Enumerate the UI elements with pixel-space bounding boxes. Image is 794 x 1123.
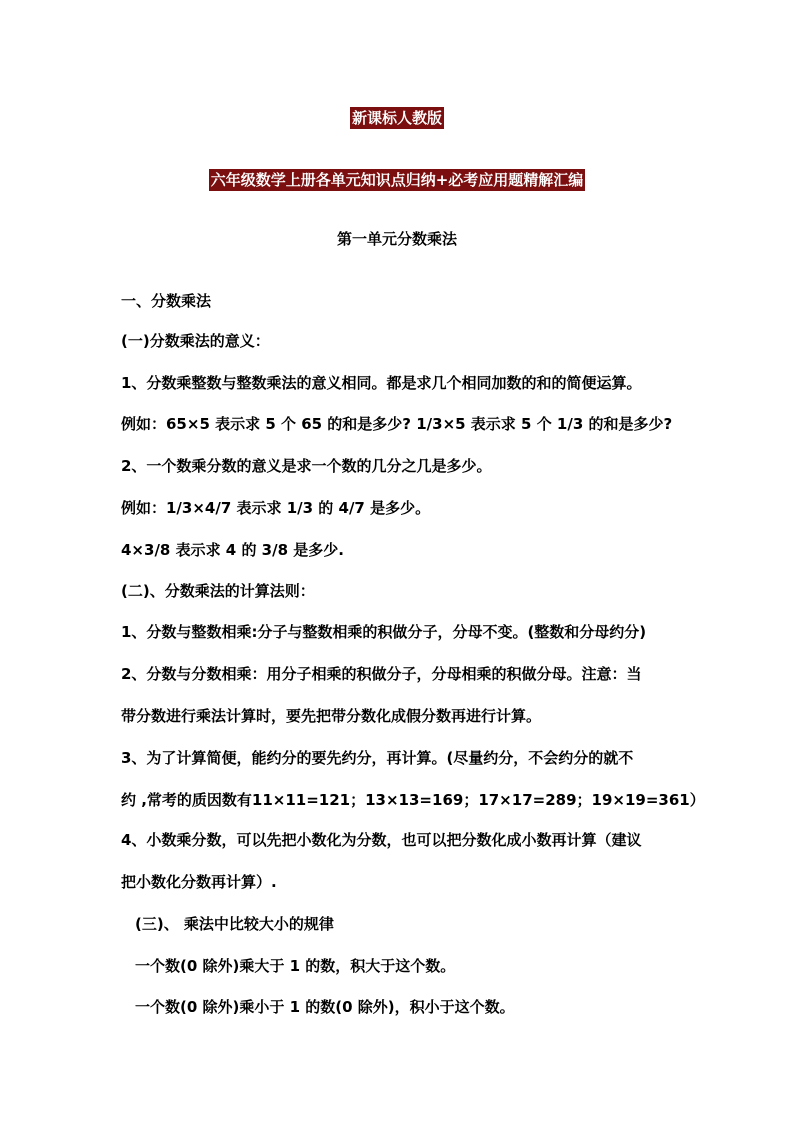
paragraph-line: 1、分数乘整数与整数乘法的意义相同。都是求几个相同加数的和的简便运算。 — [121, 374, 642, 392]
paragraph-line: 1、分数与整数相乘:分子与整数相乘的积做分子，分母不变。(整数和分母约分) — [121, 623, 647, 641]
paragraph-line: 3、为了计算简便，能约分的要先约分，再计算。(尽量约分，不会约分的就不 — [121, 749, 634, 767]
edition-banner — [0, 107, 794, 129]
subsection-heading: (一)分数乘法的意义： — [121, 332, 270, 350]
paragraph-line: 2、一个数乘分数的意义是求一个数的几分之几是多少。 — [121, 457, 492, 475]
edition-banner-text: 新课标人教版 — [351, 109, 442, 127]
paragraph-line: 把小数化分数再计算）. — [121, 873, 277, 891]
paragraph-line: 2、分数与分数相乘：用分子相乘的积做分子，分母相乘的积做分母。注意：当 — [121, 665, 642, 683]
paragraph-line: 4、小数乘分数，可以先把小数化为分数，也可以把分数化成小数再计算（建议 — [121, 831, 642, 849]
paragraph-line: 带分数进行乘法计算时，要先把带分数化成假分数再进行计算。 — [121, 707, 542, 725]
paragraph-line: 例如：1/3×4/7 表示求 1/3 的 4/7 是多少。 — [121, 499, 431, 517]
subtitle-banner — [0, 169, 794, 191]
section-heading: 一、分数乘法 — [121, 292, 212, 310]
subsection-heading: (二)、分数乘法的计算法则： — [121, 582, 315, 600]
paragraph-line: 一个数(0 除外)乘大于 1 的数，积大于这个数。 — [135, 957, 456, 975]
paragraph-line: 约 ,常考的质因数有11×11=121；13×13=169；17×17=289；19×19=361） — [121, 791, 705, 809]
subsection-heading: (三)、 乘法中比较大小的规律 — [135, 915, 334, 933]
paragraph-line: 例如：65×5 表示求 5 个 65 的和是多少? 1/3×5 表示求 5 个 1/3 的和是多少? — [121, 415, 673, 433]
subtitle-banner-text: 六年级数学上册各单元知识点归纳+必考应用题精解汇编 — [210, 171, 584, 189]
paragraph-line: 4×3/8 表示求 4 的 3/8 是多少. — [121, 541, 344, 559]
paragraph-line: 一个数(0 除外)乘小于 1 的数(0 除外)，积小于这个数。 — [135, 998, 515, 1016]
unit-title: 第一单元分数乘法 — [336, 230, 457, 248]
